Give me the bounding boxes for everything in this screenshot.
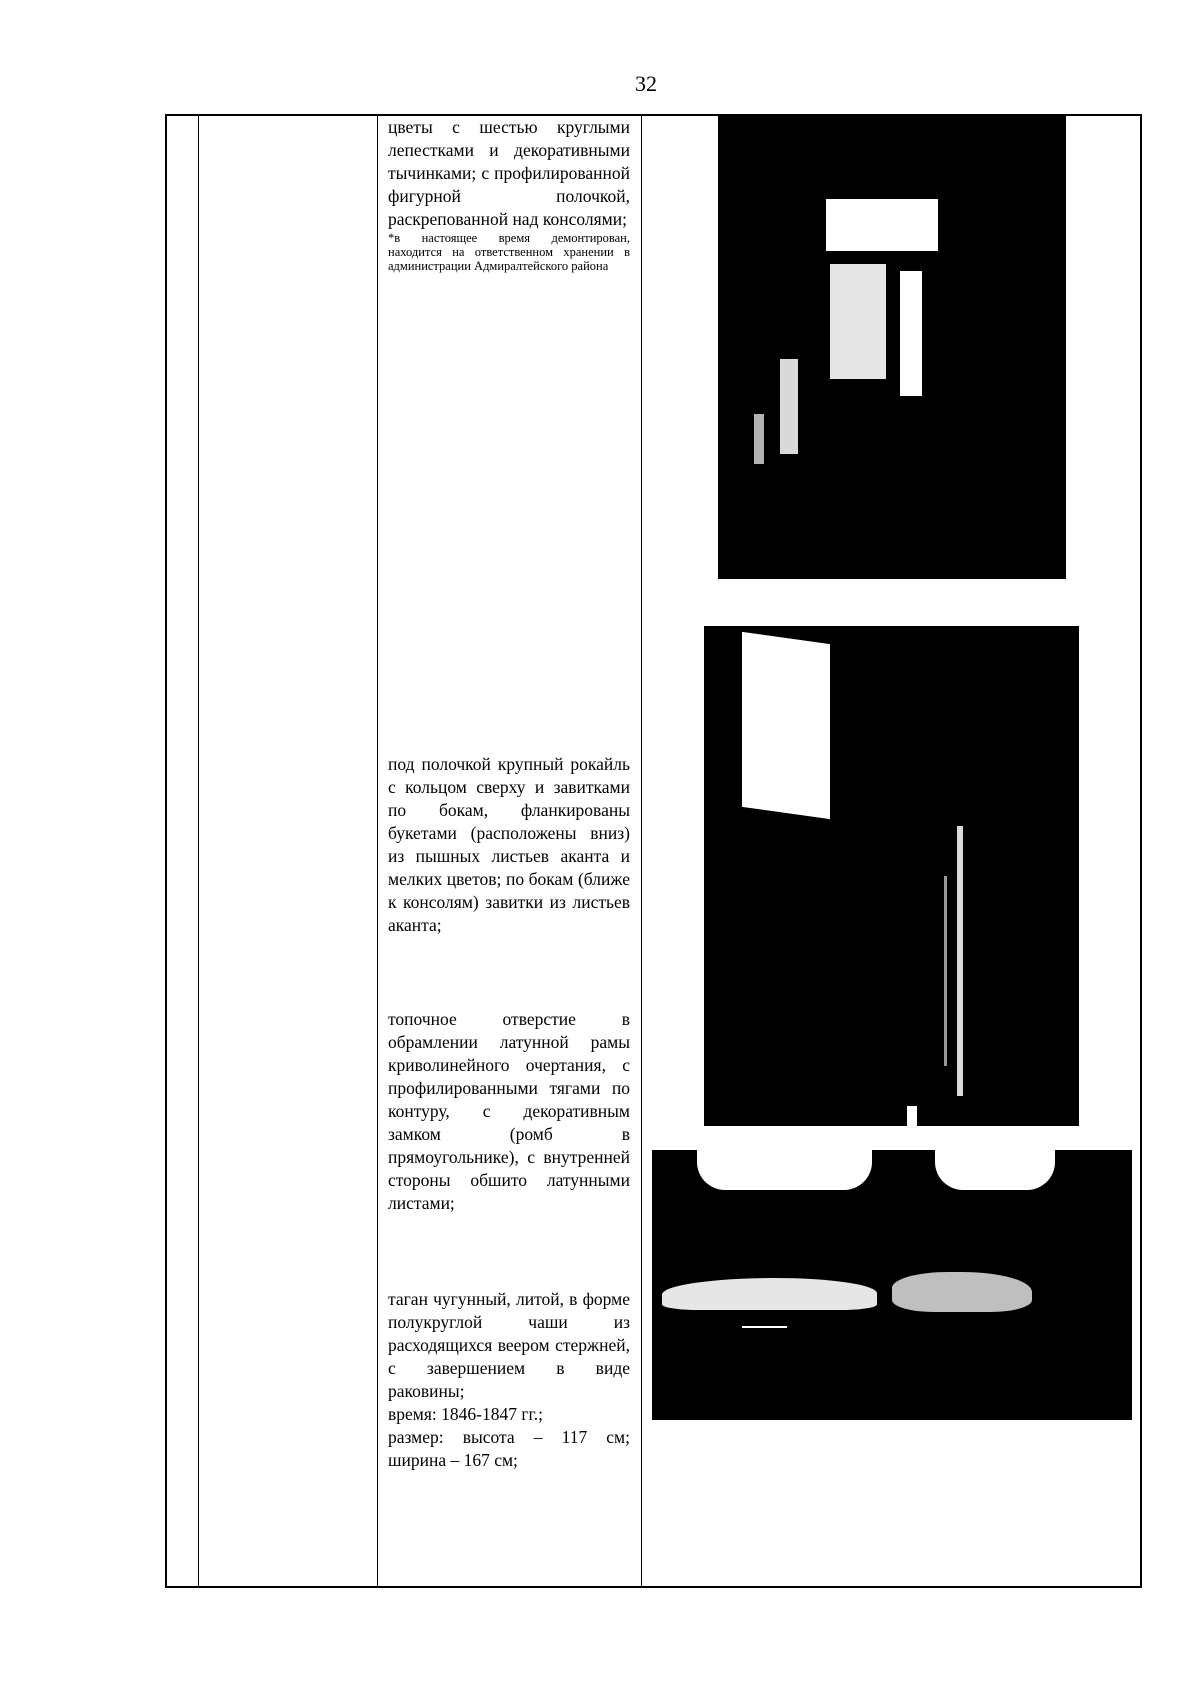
photo-fireplace-bottom — [652, 1150, 1132, 1420]
column-divider-1 — [198, 116, 199, 1586]
description-text-4: таган чугунный, литой, в форме полукруглой чаши из расходящихся веером стержней, с завершением в виде раковины; — [388, 1289, 630, 1401]
description-block-3 — [388, 1008, 630, 1215]
size-line: размер: высота – 117 см; ширина – 167 см; — [388, 1427, 630, 1470]
description-block-1 — [388, 116, 630, 273]
column-divider-2 — [377, 116, 378, 1586]
description-text-2: под полочкой крупный рокайль с кольцом сверху и завитками по бокам, фланкированы букетами (расположены вниз) из пышных листьев аканта и мелких цветов; по бокам (ближе к консолям) завитки из листьев аканта; — [388, 754, 630, 935]
description-text-1: цветы с шестью круглыми лепестками и декоративными тычинками; с профилированной фигурной полочкой, раскрепованной над консолями; — [388, 117, 630, 229]
photo-fireplace-middle — [704, 626, 1079, 1126]
description-block-4 — [388, 1288, 630, 1472]
description-text-3: топочное отверстие в обрамлении латунной рамы криволинейного очертания, с профилированными тягами по контуру, с декоративным замком (ромб в прямоугольнике), с внутренней стороны обшито латунными листами; — [388, 1009, 630, 1213]
description-block-2 — [388, 753, 630, 937]
storage-note: *в настоящее время демонтирован, находится на ответственном хранении в администрации Адмиралтейского района — [388, 231, 630, 273]
column-divider-3 — [641, 116, 642, 1586]
photo-fireplace-top — [718, 114, 1066, 579]
time-line: время: 1846-1847 гг.; — [388, 1404, 543, 1424]
page-number: 32 — [635, 71, 657, 96]
